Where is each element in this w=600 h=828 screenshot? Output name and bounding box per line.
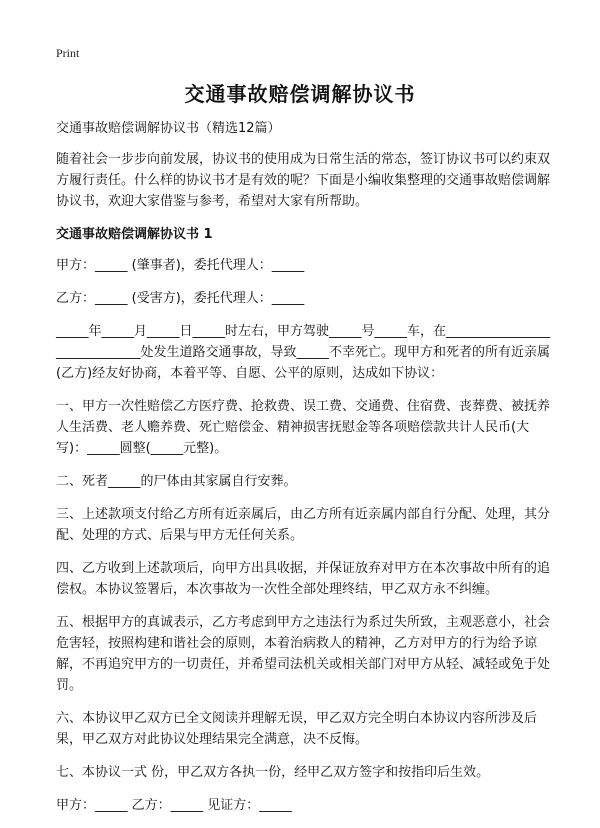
signature-line: 甲方：_____ 乙方：_____ 见证方：_____	[56, 798, 292, 813]
document-body	[56, 118, 550, 828]
clause-7: 七、本协议一式 份，甲乙双方各执一份，经甲乙双方签字和按指印后生效。	[56, 765, 490, 780]
party-b-line: 乙方：_____ (受害方)，委托代理人：_____	[56, 291, 305, 306]
clause-3: 三、上述款项支付给乙方所有近亲属后，由乙方所有近亲属内部自行分配、处理，其分配、处理的方式、后果与甲方无任何关系。	[56, 507, 551, 543]
page-title: 交通事故赔偿调解协议书	[184, 82, 416, 106]
accident-paragraph: _____年_____月_____日_____时左右，甲方驾驶_____号_____车，在_____________________________处发生道路交通事故，导致_____不幸死亡。现甲方和死者的所有近亲属(乙方)经友好协商，本着平等、自愿、公平的原则，达成如下协议：	[56, 324, 551, 381]
intro-paragraph: 随着社会一步步向前发展，协议书的使用成为日常生活的常态，签订协议书可以约束双方履行责任。什么样的协议书才是有效的呢？下面是小编收集整理的交通事故赔偿调解协议书，欢迎大家借鉴与参考，希望对大家有所帮助。	[56, 152, 551, 209]
clause-5: 五、根据甲方的真诚表示，乙方考虑到甲方之违法行为系过失所致，主观恶意小，社会危害轻，按照构建和谐社会的原则，本着治病救人的精神，乙方对甲方的行为给予谅解，不再追究甲方的一切责任，并希望司法机关或相关部门对甲方从轻、减轻或免于处罚。	[56, 615, 551, 693]
print-link[interactable]: Print	[56, 46, 80, 60]
document-subtitle: 交通事故赔偿调解协议书（精选12篇）	[56, 121, 281, 136]
clause-6: 六、本协议甲乙双方已全文阅读并理解无误，甲乙双方完全明白本协议内容所涉及后果，甲乙双方对此协议处理结果完全满意，决不反悔。	[56, 711, 538, 747]
clause-1: 一、甲方一次性赔偿乙方医疗费、抢救费、误工费、交通费、住宿费、丧葬费、被抚养人生活费、老人赡养费、死亡赔偿金、精神损害抚慰金等各项赔偿款共计人民币(大写)：_____圆整(_____元整)。	[56, 399, 551, 456]
section-heading: 交通事故赔偿调解协议书 1	[56, 227, 213, 242]
clause-2: 二、死者_____的尸体由其家属自行安葬。	[56, 474, 297, 489]
clause-4: 四、乙方收到上述款项后，向甲方出具收据，并保证放弃对甲方在本次事故中所有的追偿权。本协议签署后，本次事故为一次性全部处理终结，甲乙双方永不纠缠。	[56, 561, 551, 597]
party-a-line: 甲方：_____ (肇事者)，委托代理人：_____	[56, 258, 305, 273]
